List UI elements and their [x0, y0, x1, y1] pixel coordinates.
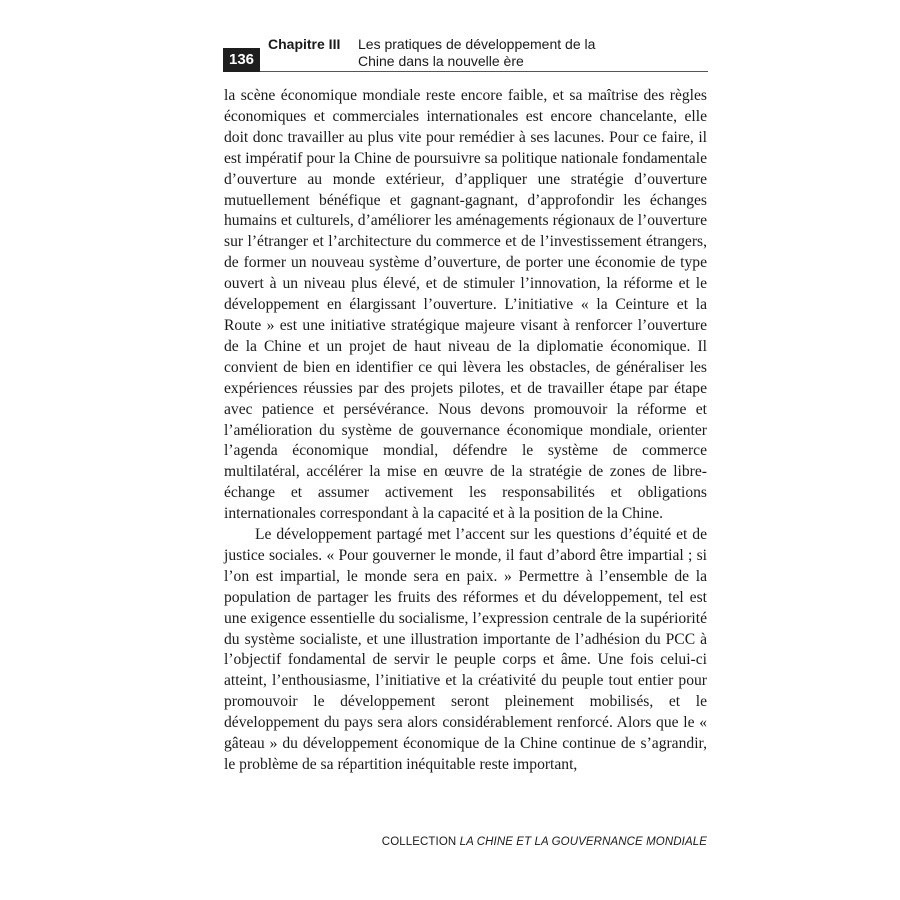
page-number: 136: [223, 48, 260, 72]
header-divider: [260, 71, 708, 72]
chapter-label: Chapitre III: [268, 36, 341, 52]
paragraph-1: la scène économique mondiale reste encore faible, et sa maîtrise des règles économiques et commerciales internationales est encore chancelante, elle doit donc travailler au plus vite pour remédier à ses lacunes. Pour ce faire, il est impératif pour la Chine de poursuivre sa politique nationale fondamentale d’ouverture au monde extérieur, d’appliquer une stratégie d’ouverture mutuellement bénéfique et gagnant-gagnant, d’approfondir les échanges humains et culturels, d’améliorer les aménagements régionaux de l’ouverture sur l’étranger et l’architecture du commerce et de l’investissement étrangers, de former un nouveau système d’ouverture, de porter une économie de type ouvert à un niveau plus élevé, et de stimuler l’innovation, la réforme et le développement en élargissant l’ouverture. L’initiative « la Ceinture et la Route » est une initiative stratégique majeure visant à renforcer l’ouverture de la Chine et un projet de haut niveau de la diplomatie économique. Il convient de bien en identifier ce qui lèvera les obstacles, de généraliser les expériences réussies par des projets pilotes, et de travailler étape par étape avec patience et persévérance. Nous devons promouvoir la réforme et l’amélioration du système de gouvernance économique mondiale, orienter l’agenda économique mondial, défendre le système de commerce multilatéral, accélérer la mise en œuvre de la stratégie de zones de libre-échange et assumer activement les responsabilités et obligations internationales correspondant à la capacité et à la position de la Chine.: [224, 87, 707, 523]
chapter-title: Les pratiques de développement de la Chine dans la nouvelle ère: [358, 36, 596, 69]
footer-prefix: COLLECTION: [381, 836, 457, 848]
footer-collection: [382, 836, 707, 848]
body-text: [224, 86, 707, 776]
footer-series-title: LA CHINE ET LA GOUVERNANCE MONDIALE: [459, 836, 707, 848]
paragraph-2: Le développement partagé met l’accent sur les questions d’équité et de justice sociales. « Pour gouverner le monde, il faut d’abord être impartial ; si l’on est impartial, le monde sera en paix. » Permettre à l’ensemble de la population de partager les fruits des réformes et du développement, tel est une exigence essentielle du socialisme, l’expression centrale de la supériorité du système socialiste, et une illustration importante de l’adhésion du PCC à l’objectif fondamental de servir le peuple corps et âme. Une fois celui-ci atteint, l’enthousiasme, l’initiative et la créativité du peuple tout entier pour promouvoir le développement seront pleinement mobilisés, et le développement du pays sera alors considérablement renforcé. Alors que le « gâteau » du développement économique de la Chine continue de s’agrandir, le problème de sa répartition inéquitable reste important,: [224, 526, 707, 773]
